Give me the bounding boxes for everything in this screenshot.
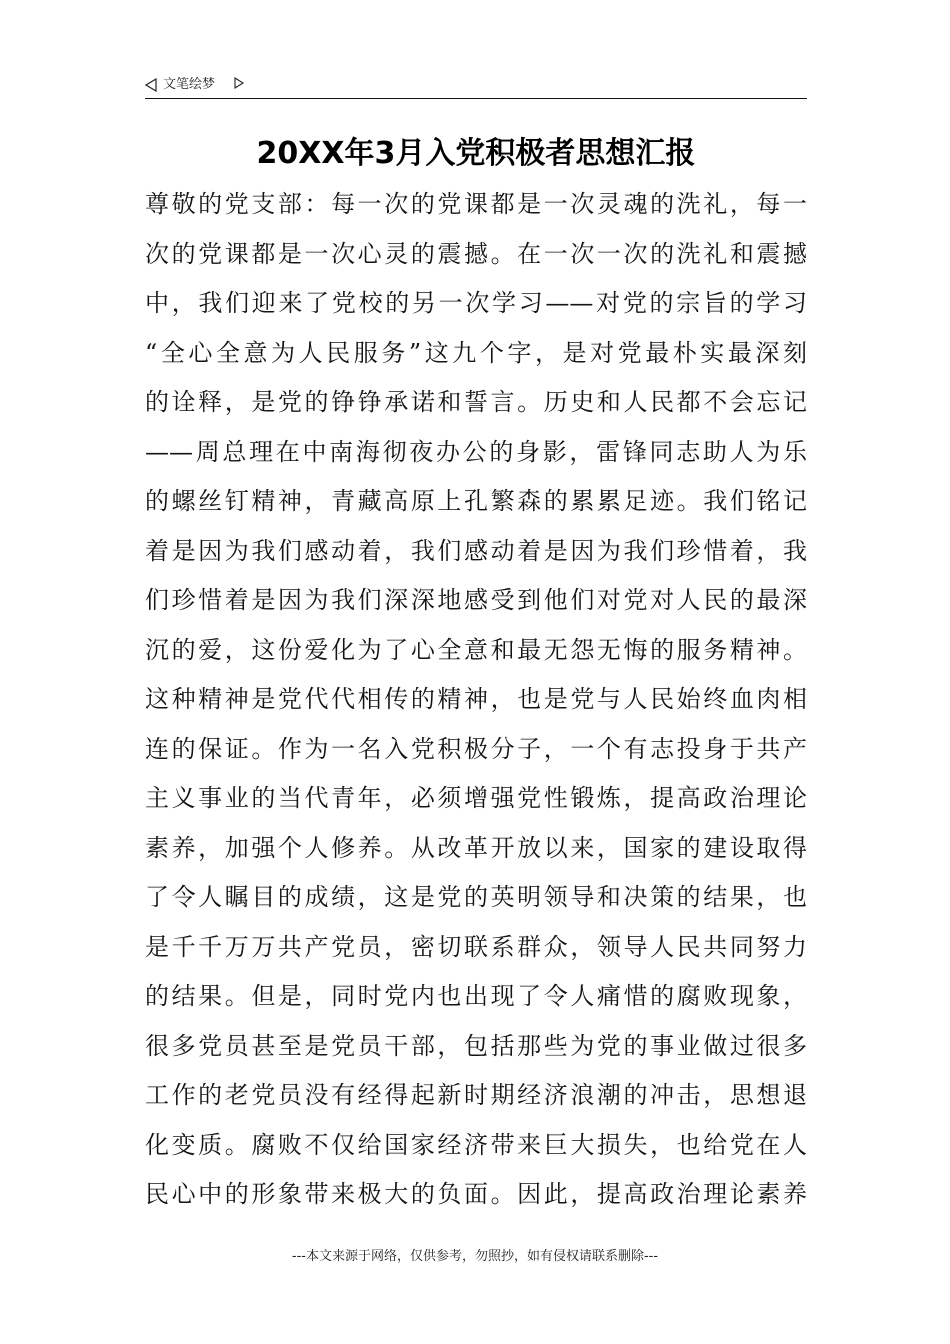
body-line: 的结果。但是，同时党内也出现了令人痛惜的腐败现象， — [145, 982, 807, 1010]
body-line: 连的保证。作为一名入党积极分子，一个有志投身于共产 — [145, 734, 807, 763]
body-line: 的螺丝钉精神，青藏高原上孔繁森的累累足迹。我们铭记 — [145, 487, 807, 515]
body-line: 中，我们迎来了党校的另一次学习——对党的宗旨的学习 — [145, 289, 807, 317]
document-body — [145, 180, 807, 1220]
body-line: 沉的爱，这份爱化为了心全意和最无怨无悔的服务精神。 — [145, 635, 807, 664]
body-line: ——周总理在中南海彻夜办公的身影，雷锋同志助人为乐 — [145, 437, 807, 466]
body-line: “全心全意为人民服务”这九个字，是对党最朴实最深刻 — [145, 338, 807, 367]
body-line: 是千千万万共产党员，密切联系群众，领导人民共同努力 — [145, 932, 807, 961]
body-line: 着是因为我们感动着，我们感动着是因为我们珍惜着，我 — [145, 536, 807, 565]
body-line: 民心中的形象带来极大的负面。因此，提高政治理论素养 — [145, 1180, 807, 1208]
body-line: 们珍惜着是因为我们深深地感受到他们对党对人民的最深 — [145, 586, 807, 614]
body-line: 化变质。腐败不仅给国家经济带来巨大损失，也给党在人 — [145, 1130, 807, 1159]
page-header — [145, 74, 807, 99]
left-triangle-icon — [145, 78, 157, 92]
body-line: 素养，加强个人修养。从改革开放以来，国家的建设取得 — [145, 833, 807, 862]
body-line: 这种精神是党代代相传的精神，也是党与人民始终血肉相 — [145, 685, 807, 713]
right-triangle-icon — [234, 77, 244, 89]
body-line: 的诠释，是党的铮铮承诺和誓言。历史和人民都不会忘记 — [145, 388, 807, 416]
body-line: 工作的老党员没有经得起新时期经济浪潮的冲击，思想退 — [145, 1081, 807, 1109]
header-brand: 文笔绘梦 — [163, 77, 216, 92]
body-line: 次的党课都是一次心灵的震撼。在一次一次的洗礼和震撼 — [145, 239, 807, 268]
body-line: 了令人瞩目的成绩，这是党的英明领导和决策的结果，也 — [145, 883, 807, 911]
document-title: 20XX年3月入党积极者思想汇报 — [256, 136, 696, 171]
footer-notice: ---本文来源于网络，仅供参考，勿照抄，如有侵权请联系删除--- — [291, 1249, 659, 1264]
body-line: 很多党员甚至是党员干部，包括那些为党的事业做过很多 — [145, 1031, 807, 1060]
body-line: 尊敬的党支部：每一次的党课都是一次灵魂的洗礼，每一 — [145, 190, 807, 218]
body-line: 主义事业的当代青年，必须增强党性锻炼，提高政治理论 — [145, 784, 807, 812]
